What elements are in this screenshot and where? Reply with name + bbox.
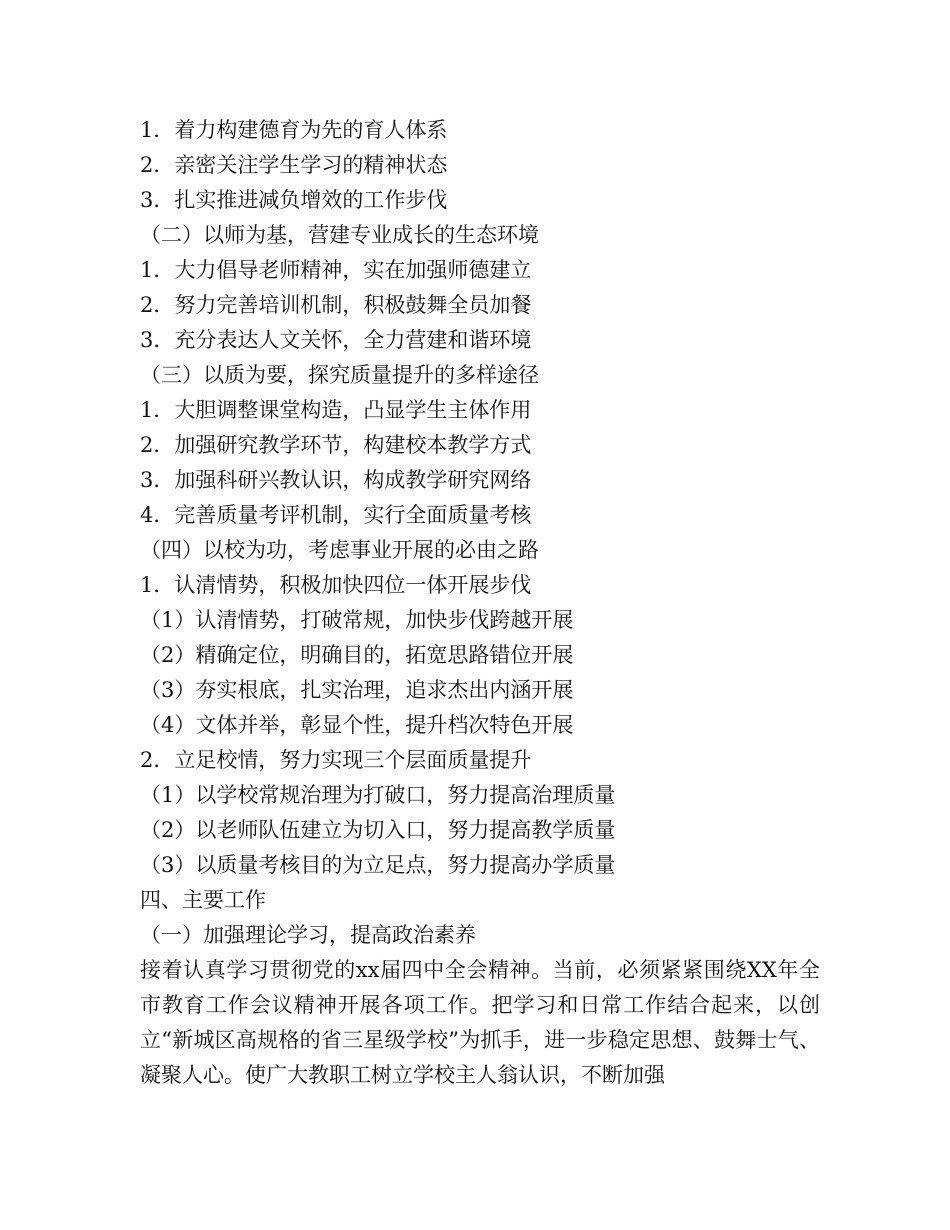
section-heading: （二）以师为基，营建专业成长的生态环境	[140, 223, 539, 247]
list-item: 2．立足校情，努力实现三个层面质量提升	[140, 748, 532, 772]
sub-list-item: （1）以学校常规治理为打破口，努力提高治理质量	[140, 783, 616, 807]
list-item: 3．加强科研兴教认识，构成教学研究网络	[140, 468, 532, 492]
section-heading: （一）加强理论学习，提高政治素养	[140, 923, 476, 947]
sub-list-item: （1）认清情势，打破常规，加快步伐跨越开展	[140, 608, 574, 632]
list-item: 2．亲密关注学生学习的精神状态	[140, 153, 448, 177]
sub-list-item: （4）文体并举，彰显个性，提升档次特色开展	[140, 713, 574, 737]
list-item: 3．扎实推进减负增效的工作步伐	[140, 188, 448, 212]
list-item: 2．加强研究教学环节，构建校本教学方式	[140, 433, 532, 457]
list-item: 2．努力完善培训机制，积极鼓舞全员加餐	[140, 293, 532, 317]
sub-list-item: （2）以老师队伍建立为切入口，努力提高教学质量	[140, 818, 616, 842]
sub-list-item: （3）以质量考核目的为立足点，努力提高办学质量	[140, 853, 616, 877]
list-item: 1．认清情势，积极加快四位一体开展步伐	[140, 573, 532, 597]
chapter-heading: 四、主要工作	[140, 888, 266, 912]
sub-list-item: （3）夯实根底，扎实治理，追求杰出内涵开展	[140, 678, 574, 702]
sub-list-item: （2）精确定位，明确目的，拓宽思路错位开展	[140, 643, 574, 667]
section-heading: （三）以质为要，探究质量提升的多样途径	[140, 363, 539, 387]
document-body	[140, 113, 820, 1093]
list-item: 4．完善质量考评机制，实行全面质量考核	[140, 503, 532, 527]
list-item: 1．着力构建德育为先的育人体系	[140, 118, 448, 142]
body-paragraph: 接着认真学习贯彻党的xx届四中全会精神。当前，必须紧紧围绕XX年全市教育工作会议精神开展各项工作。把学习和日常工作结合起来，以创立“新城区高规格的省三星级学校”为抓手，进一步稳定思想、鼓舞士气、凝聚人心。使广大教职工树立学校主人翁认识，不断加强	[140, 958, 820, 1087]
section-heading: （四）以校为功，考虑事业开展的必由之路	[140, 538, 539, 562]
list-item: 1．大胆调整课堂构造，凸显学生主体作用	[140, 398, 532, 422]
list-item: 1．大力倡导老师精神，实在加强师德建立	[140, 258, 532, 282]
list-item: 3．充分表达人文关怀，全力营建和谐环境	[140, 328, 532, 352]
